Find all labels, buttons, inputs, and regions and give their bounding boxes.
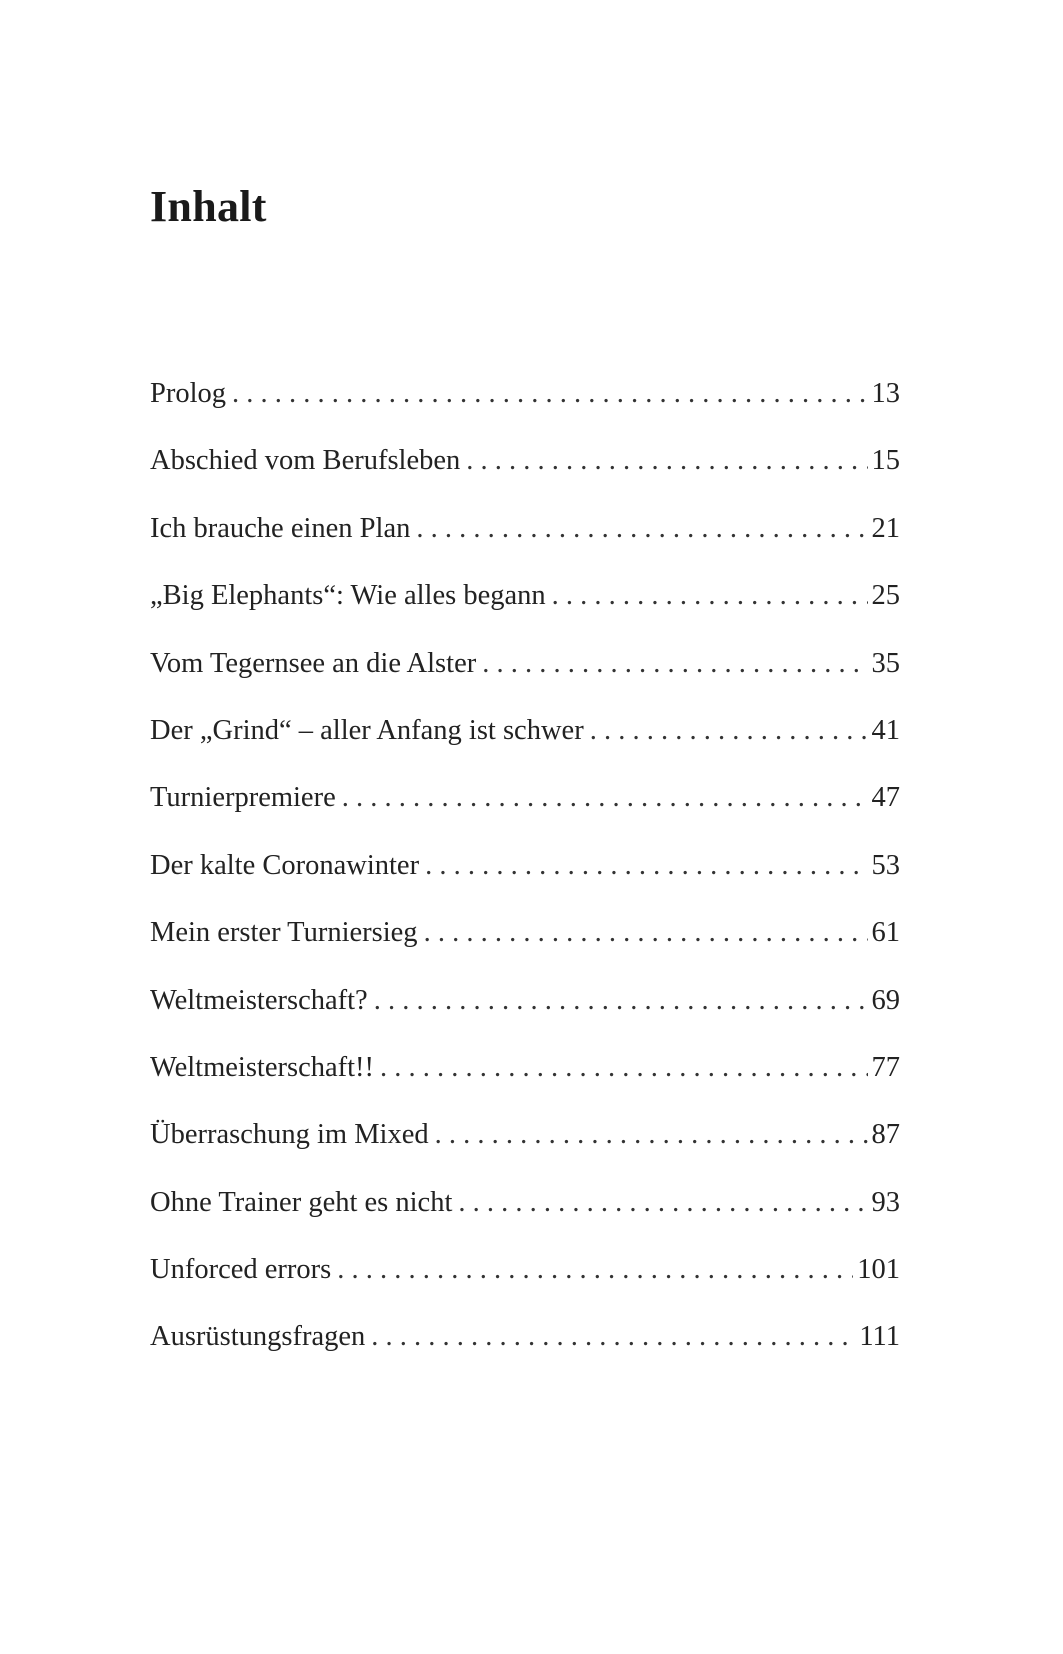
toc-entry-title: Abschied vom Berufsleben [150, 445, 461, 477]
dot-leader [371, 1317, 855, 1357]
dot-leader [435, 1115, 868, 1155]
toc-entry-title: Turnierpremiere [150, 782, 336, 814]
toc-entry [150, 441, 900, 508]
toc-entry-page: 69 [871, 984, 900, 1016]
dot-leader [482, 644, 867, 684]
toc-entry-title: Der kalte Coronawinter [150, 849, 420, 881]
toc-entry-title: „Big Elephants“: Wie alles begann [150, 580, 546, 612]
toc-entry [150, 1048, 900, 1115]
toc-entry-title: Ausrüstungsfragen [150, 1321, 366, 1353]
toc-entry [150, 509, 900, 576]
dot-leader [425, 846, 867, 886]
toc-entry [150, 846, 900, 913]
toc-entry [150, 981, 900, 1048]
toc-entry-page: 101 [857, 1254, 900, 1286]
dot-leader [337, 1250, 853, 1290]
toc-entry-page: 41 [871, 714, 900, 746]
dot-leader [424, 913, 868, 953]
toc-entry [150, 1250, 900, 1317]
toc-entry-title: Überraschung im Mixed [150, 1119, 429, 1151]
toc-entry-title: Der „Grind“ – aller Anfang ist schwer [150, 714, 584, 746]
toc-entry-page: 15 [871, 445, 900, 477]
toc-entry [150, 913, 900, 980]
dot-leader [232, 374, 867, 414]
toc-entry-title: Weltmeisterschaft!! [150, 1051, 375, 1083]
dot-leader [380, 1048, 867, 1088]
table-of-contents [150, 374, 900, 1385]
toc-entry-title: Prolog [150, 378, 227, 409]
page-title: Inhalt [150, 182, 267, 231]
toc-entry-page: 21 [871, 512, 900, 544]
toc-entry-page: 25 [871, 580, 900, 612]
toc-entry [150, 644, 900, 711]
dot-leader [552, 576, 868, 616]
toc-entry [150, 1317, 900, 1384]
dot-leader [416, 509, 867, 549]
toc-entry-page: 13 [871, 378, 900, 409]
toc-entry [150, 1115, 900, 1182]
toc-entry-page: 87 [871, 1119, 900, 1151]
toc-entry [150, 778, 900, 845]
dot-leader [590, 711, 868, 751]
dot-leader [374, 981, 868, 1021]
toc-entry-title: Ich brauche einen Plan [150, 512, 411, 544]
toc-entry-page: 111 [859, 1321, 900, 1353]
toc-entry-title: Vom Tegernsee an die Alster [150, 647, 477, 679]
toc-entry-title: Ohne Trainer geht es nicht [150, 1186, 453, 1218]
toc-entry-title: Weltmeisterschaft? [150, 984, 368, 1016]
toc-entry-page: 93 [871, 1186, 900, 1218]
toc-entry-page: 61 [871, 917, 900, 949]
toc-entry-title: Mein erster Turniersieg [150, 917, 418, 949]
toc-entry-page: 77 [871, 1051, 900, 1083]
toc-entry-title: Unforced errors [150, 1254, 332, 1286]
toc-entry [150, 576, 900, 643]
dot-leader [458, 1183, 867, 1223]
dot-leader [466, 441, 867, 481]
toc-entry [150, 1183, 900, 1250]
dot-leader [342, 778, 868, 818]
toc-entry-page: 53 [871, 849, 900, 881]
toc-entry [150, 374, 900, 441]
toc-entry-page: 35 [871, 647, 900, 679]
toc-entry-page: 47 [871, 782, 900, 814]
toc-entry [150, 711, 900, 778]
